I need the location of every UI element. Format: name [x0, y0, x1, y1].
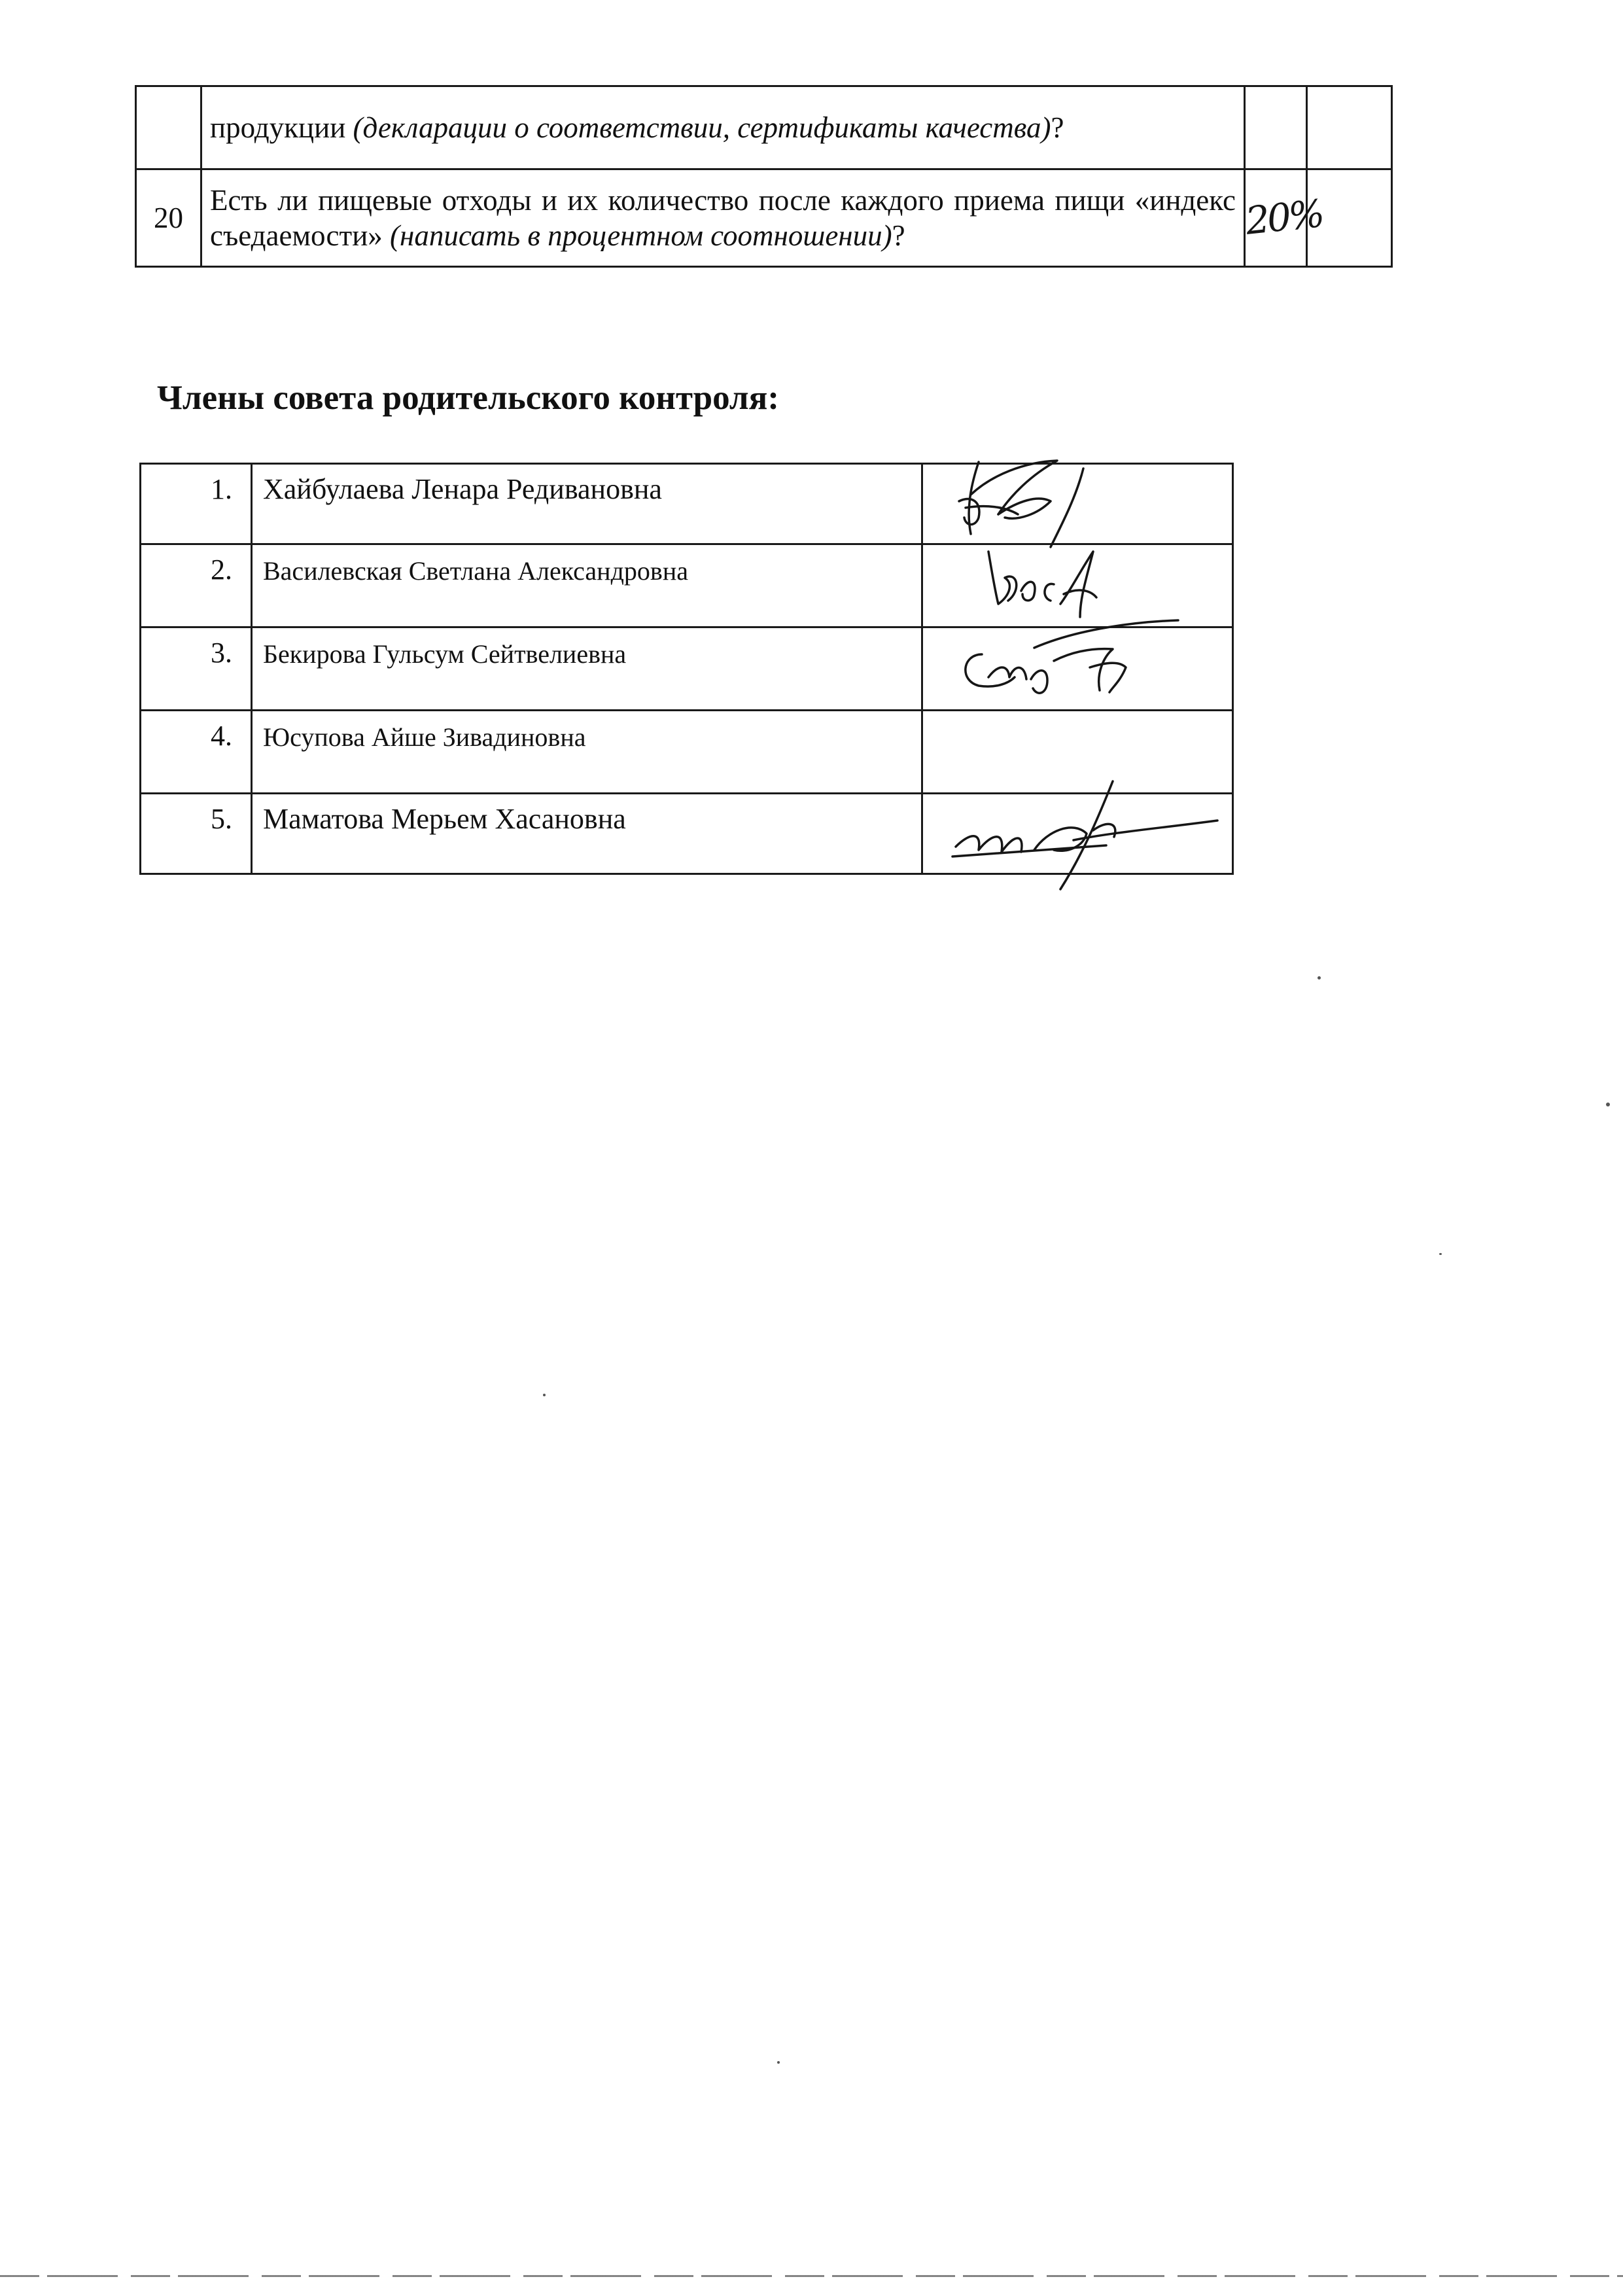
answer-yes-cell: [1245, 86, 1307, 169]
answer-yes-cell: [1243, 169, 1325, 267]
scan-speck: [1606, 1103, 1610, 1106]
question-text-end: ?: [1051, 111, 1064, 144]
question-text: [201, 169, 1245, 267]
member-row: [141, 627, 1233, 711]
signature-3: [949, 615, 1185, 713]
member-name: Маматова Мерьем Хасановна: [252, 794, 922, 874]
question-text-italic: (декларации о соответствии, сертификаты качества): [353, 111, 1051, 144]
question-text-plain: Есть ли пищевые отходы и их количество после каждого приема пищи «индекс съедаемости»: [210, 184, 1236, 252]
row-number: 20: [136, 169, 201, 267]
member-number: 3.: [141, 627, 252, 711]
scan-speck: [777, 2061, 780, 2064]
member-number: 2.: [141, 544, 252, 627]
signature-cell: [922, 627, 1233, 711]
question-text-end: ?: [892, 219, 905, 252]
scan-speck: [1439, 1253, 1442, 1255]
checklist-table: [135, 85, 1393, 268]
scan-speck: [1318, 976, 1321, 980]
answer-no-cell: [1307, 86, 1392, 169]
handwritten-percentage: 20%: [1243, 190, 1325, 243]
member-name: Василевская Светлана Александровна: [252, 544, 922, 627]
members-table: [139, 463, 1234, 875]
checklist-row: [136, 86, 1392, 169]
member-number: 5.: [141, 794, 252, 874]
member-row: [141, 794, 1233, 874]
signature-cell: [922, 794, 1233, 874]
signature-2: [982, 532, 1113, 624]
member-number: 4.: [141, 711, 252, 794]
member-name: Бекирова Гульсум Сейтвелиевна: [252, 627, 922, 711]
scan-bottom-edge: [0, 2275, 1623, 2277]
question-text-plain: продукции: [210, 111, 353, 144]
question-text: [201, 86, 1245, 169]
member-name: Хайбулаева Ленара Редивановна: [252, 464, 922, 544]
member-number: 1.: [141, 464, 252, 544]
member-name: Юсупова Айше Зивадиновна: [252, 711, 922, 794]
members-heading: Члены совета родительского контроля:: [157, 379, 779, 417]
question-text-italic: (написать в процентном соотношении): [390, 219, 892, 252]
signature-5: [943, 768, 1230, 899]
row-number: [136, 86, 201, 169]
checklist-row: [136, 169, 1392, 267]
scan-speck: [543, 1394, 546, 1396]
